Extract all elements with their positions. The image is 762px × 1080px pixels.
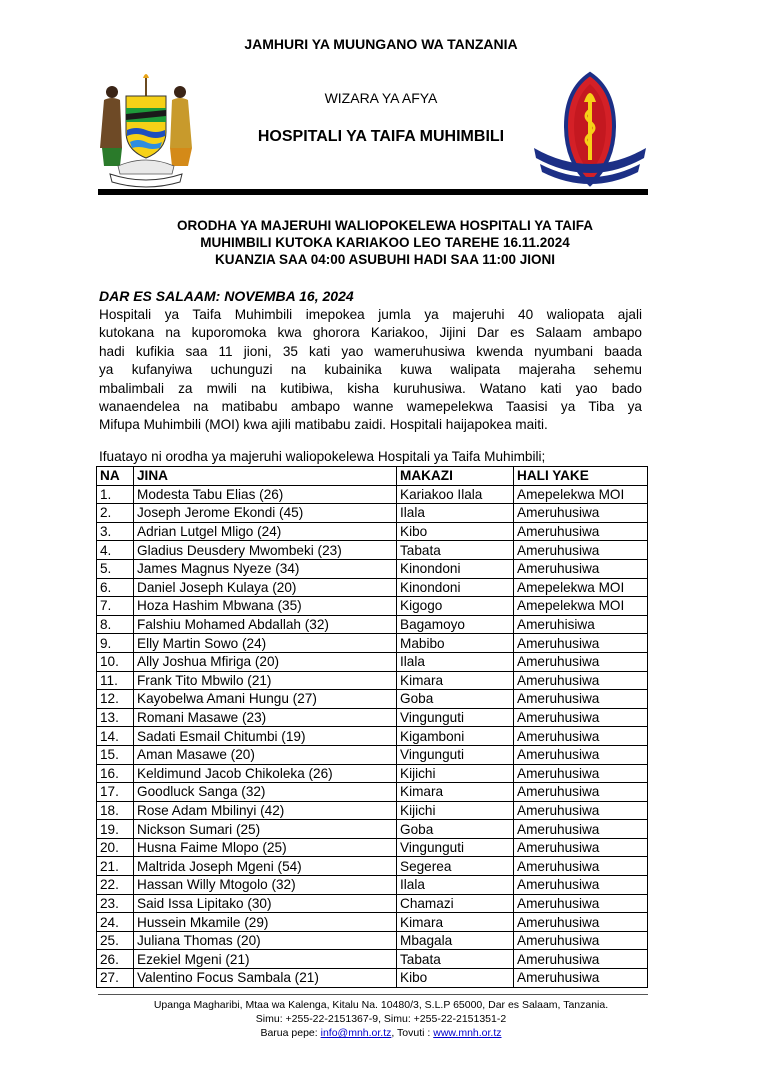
table-row bbox=[97, 857, 648, 876]
row-residence: Kijichi bbox=[397, 801, 514, 820]
row-name: Romani Masawe (23) bbox=[134, 708, 397, 727]
hospital-heading: HOSPITALI YA TAIFA MUHIMBILI bbox=[257, 128, 505, 145]
table-header-row bbox=[97, 467, 648, 486]
row-number: 25. bbox=[97, 931, 134, 950]
header-hali-yake: HALI YAKE bbox=[514, 467, 648, 486]
row-name: Rose Adam Mbilinyi (42) bbox=[134, 801, 397, 820]
table-row bbox=[97, 578, 648, 597]
row-number: 4. bbox=[97, 541, 134, 560]
row-status: Ameruhusiwa bbox=[514, 727, 648, 746]
row-status: Ameruhusiwa bbox=[514, 838, 648, 857]
row-status: Amepelekwa MOI bbox=[514, 485, 648, 504]
muhimbili-hospital-logo-icon bbox=[530, 70, 650, 195]
row-name: Falshiu Mohamed Abdallah (32) bbox=[134, 615, 397, 634]
row-status: Ameruhusiwa bbox=[514, 950, 648, 969]
casualties-table bbox=[96, 466, 648, 988]
row-residence: Kibo bbox=[397, 969, 514, 988]
row-name: Elly Martin Sowo (24) bbox=[134, 634, 397, 653]
table-row bbox=[97, 559, 648, 578]
row-residence: Vingunguti bbox=[397, 708, 514, 727]
header-na: NA bbox=[97, 467, 134, 486]
body-line: kutokana na kuporomoka kwa ghorora Kariakoo, Jijini Dar es Salaam ambapo bbox=[99, 325, 642, 341]
row-number: 10. bbox=[97, 652, 134, 671]
row-name: Sadati Esmail Chitumbi (19) bbox=[134, 727, 397, 746]
table-row bbox=[97, 708, 648, 727]
row-residence: Kinondoni bbox=[397, 559, 514, 578]
table-row bbox=[97, 764, 648, 783]
row-status: Ameruhusiwa bbox=[514, 690, 648, 709]
row-residence: Kijichi bbox=[397, 764, 514, 783]
table-row bbox=[97, 522, 648, 541]
row-status: Ameruhusiwa bbox=[514, 764, 648, 783]
row-status: Ameruhusiwa bbox=[514, 634, 648, 653]
row-residence: Segerea bbox=[397, 857, 514, 876]
row-name: James Magnus Nyeze (34) bbox=[134, 559, 397, 578]
row-number: 8. bbox=[97, 615, 134, 634]
body-line: Hospitali ya Taifa Muhimbili imepokea jumla ya majeruhi 40 waliopata ajali bbox=[99, 307, 642, 322]
table-row bbox=[97, 615, 648, 634]
row-number: 2. bbox=[97, 504, 134, 523]
table-row bbox=[97, 931, 648, 950]
row-number: 9. bbox=[97, 634, 134, 653]
row-status: Ameruhusiwa bbox=[514, 783, 648, 802]
row-number: 21. bbox=[97, 857, 134, 876]
row-status: Ameruhusiwa bbox=[514, 931, 648, 950]
footer-phones: Simu: +255-22-2151367-9, Simu: +255-22-2151351-2 bbox=[255, 1013, 507, 1025]
dateline: DAR ES SALAAM: NOVEMBA 16, 2024 bbox=[99, 288, 354, 304]
row-status: Ameruhusiwa bbox=[514, 820, 648, 839]
row-number: 20. bbox=[97, 838, 134, 857]
document-title bbox=[90, 217, 680, 268]
row-residence: Ilala bbox=[397, 504, 514, 523]
row-status: Ameruhusiwa bbox=[514, 708, 648, 727]
header-makazi: MAKAZI bbox=[397, 467, 514, 486]
row-name: Maltrida Joseph Mgeni (54) bbox=[134, 857, 397, 876]
row-name: Frank Tito Mbwilo (21) bbox=[134, 671, 397, 690]
body-line: mbalimbali za mwili na kutibiwa, kisha kuruhusiwa. Watano kati yao bado bbox=[99, 380, 642, 396]
table-row bbox=[97, 913, 648, 932]
row-residence: Tabata bbox=[397, 541, 514, 560]
row-number: 3. bbox=[97, 522, 134, 541]
row-residence: Kibo bbox=[397, 522, 514, 541]
row-name: Keldimund Jacob Chikoleka (26) bbox=[134, 764, 397, 783]
body-line: wanaendelea na matibabu ambapo wanne wamepelekwa Taasisi ya Tiba ya bbox=[99, 399, 642, 415]
row-status: Ameruhusiwa bbox=[514, 652, 648, 671]
row-status: Amepelekwa MOI bbox=[514, 597, 648, 616]
row-status: Ameruhusiwa bbox=[514, 559, 648, 578]
row-status: Ameruhusiwa bbox=[514, 894, 648, 913]
table-row bbox=[97, 541, 648, 560]
row-status: Amepelekwa MOI bbox=[514, 578, 648, 597]
body-line: hadi kufikia saa 11 jioni, 35 kati yao wameruhusiwa kwenda nyumbani baada bbox=[99, 343, 642, 359]
row-residence: Mbagala bbox=[397, 931, 514, 950]
body-line: ya kufanyiwa uchunguzi na kubainika kuwa walipata majeraha sehemu bbox=[99, 362, 642, 378]
row-status: Ameruhusiwa bbox=[514, 671, 648, 690]
row-name: Joseph Jerome Ekondi (45) bbox=[134, 504, 397, 523]
row-residence: Ilala bbox=[397, 876, 514, 895]
republic-heading: JAMHURI YA MUUNGANO WA TANZANIA bbox=[244, 36, 518, 52]
row-number: 15. bbox=[97, 745, 134, 764]
row-residence: Vingunguti bbox=[397, 838, 514, 857]
row-name: Aman Masawe (20) bbox=[134, 745, 397, 764]
row-number: 18. bbox=[97, 801, 134, 820]
header-divider bbox=[98, 189, 648, 195]
row-residence: Kinondoni bbox=[397, 578, 514, 597]
row-status: Ameruhusiwa bbox=[514, 876, 648, 895]
row-number: 6. bbox=[97, 578, 134, 597]
row-status: Ameruhusiwa bbox=[514, 913, 648, 932]
table-row bbox=[97, 969, 648, 988]
row-status: Ameruhusiwa bbox=[514, 504, 648, 523]
email-label: Barua pepe: bbox=[260, 1027, 318, 1039]
row-residence: Bagamoyo bbox=[397, 615, 514, 634]
website-link[interactable]: www.mnh.or.tz bbox=[433, 1027, 502, 1039]
row-status: Ameruhusiwa bbox=[514, 857, 648, 876]
row-number: 13. bbox=[97, 708, 134, 727]
table-row bbox=[97, 783, 648, 802]
title-line: ORODHA YA MAJERUHI WALIOPOKELEWA HOSPITALI YA TAIFA bbox=[176, 218, 594, 233]
table-row bbox=[97, 504, 648, 523]
row-number: 26. bbox=[97, 950, 134, 969]
list-intro: Ifuatayo ni orodha ya majeruhi waliopokelewa Hospitali ya Taifa Muhimbili; bbox=[99, 449, 546, 464]
ministry-heading: WIZARA YA AFYA bbox=[324, 90, 438, 106]
row-residence: Kigamboni bbox=[397, 727, 514, 746]
table-body bbox=[97, 485, 648, 987]
row-residence: Kariakoo Ilala bbox=[397, 485, 514, 504]
table-row bbox=[97, 876, 648, 895]
row-number: 24. bbox=[97, 913, 134, 932]
footer-contacts bbox=[0, 1026, 762, 1040]
table-row bbox=[97, 894, 648, 913]
row-status: Ameruhusiwa bbox=[514, 522, 648, 541]
table-row bbox=[97, 652, 648, 671]
row-residence: Goba bbox=[397, 820, 514, 839]
email-link[interactable]: info@mnh.or.tz bbox=[320, 1027, 392, 1039]
row-number: 16. bbox=[97, 764, 134, 783]
row-name: Said Issa Lipitako (30) bbox=[134, 894, 397, 913]
row-number: 12. bbox=[97, 690, 134, 709]
row-number: 22. bbox=[97, 876, 134, 895]
row-status: Ameruhisiwa bbox=[514, 615, 648, 634]
row-number: 11. bbox=[97, 671, 134, 690]
footer bbox=[0, 998, 762, 1040]
row-number: 5. bbox=[97, 559, 134, 578]
row-residence: Ilala bbox=[397, 652, 514, 671]
table-row bbox=[97, 950, 648, 969]
footer-divider bbox=[98, 994, 648, 995]
row-name: Hassan Willy Mtogolo (32) bbox=[134, 876, 397, 895]
row-residence: Kimara bbox=[397, 783, 514, 802]
table-row bbox=[97, 634, 648, 653]
row-status: Ameruhusiwa bbox=[514, 541, 648, 560]
website-separator: , Tovuti : bbox=[391, 1027, 431, 1039]
footer-address: Upanga Magharibi, Mtaa wa Kalenga, Kitalu Na. 10480/3, S.L.P 65000, Dar es Salaam, Tanzania. bbox=[153, 999, 609, 1011]
row-residence: Kimara bbox=[397, 913, 514, 932]
row-residence: Mabibo bbox=[397, 634, 514, 653]
row-residence: Vingunguti bbox=[397, 745, 514, 764]
header-jina: JINA bbox=[134, 467, 397, 486]
row-number: 17. bbox=[97, 783, 134, 802]
row-number: 14. bbox=[97, 727, 134, 746]
title-line: KUANZIA SAA 04:00 ASUBUHI HADI SAA 11:00 JIONI bbox=[214, 252, 556, 267]
body-paragraph bbox=[99, 306, 642, 435]
row-number: 27. bbox=[97, 969, 134, 988]
row-residence: Kimara bbox=[397, 671, 514, 690]
row-status: Ameruhusiwa bbox=[514, 745, 648, 764]
row-name: Valentino Focus Sambala (21) bbox=[134, 969, 397, 988]
table-row bbox=[97, 820, 648, 839]
row-name: Hoza Hashim Mbwana (35) bbox=[134, 597, 397, 616]
row-name: Juliana Thomas (20) bbox=[134, 931, 397, 950]
table-row bbox=[97, 690, 648, 709]
row-name: Ezekiel Mgeni (21) bbox=[134, 950, 397, 969]
row-name: Daniel Joseph Kulaya (20) bbox=[134, 578, 397, 597]
row-name: Nickson Sumari (25) bbox=[134, 820, 397, 839]
row-residence: Tabata bbox=[397, 950, 514, 969]
row-number: 1. bbox=[97, 485, 134, 504]
row-name: Gladius Deusdery Mwombeki (23) bbox=[134, 541, 397, 560]
row-name: Kayobelwa Amani Hungu (27) bbox=[134, 690, 397, 709]
row-name: Adrian Lutgel Mligo (24) bbox=[134, 522, 397, 541]
row-name: Goodluck Sanga (32) bbox=[134, 783, 397, 802]
table-row bbox=[97, 597, 648, 616]
row-name: Modesta Tabu Elias (26) bbox=[134, 485, 397, 504]
row-residence: Chamazi bbox=[397, 894, 514, 913]
row-name: Husna Faime Mlopo (25) bbox=[134, 838, 397, 857]
table-row bbox=[97, 727, 648, 746]
row-status: Ameruhusiwa bbox=[514, 801, 648, 820]
title-line: MUHIMBILI KUTOKA KARIAKOO LEO TAREHE 16.11.2024 bbox=[200, 235, 570, 250]
table-row bbox=[97, 801, 648, 820]
row-name: Ally Joshua Mfiriga (20) bbox=[134, 652, 397, 671]
row-residence: Kigogo bbox=[397, 597, 514, 616]
row-number: 19. bbox=[97, 820, 134, 839]
row-status: Ameruhusiwa bbox=[514, 969, 648, 988]
row-residence: Goba bbox=[397, 690, 514, 709]
row-number: 7. bbox=[97, 597, 134, 616]
table-row bbox=[97, 745, 648, 764]
row-number: 23. bbox=[97, 894, 134, 913]
row-name: Hussein Mkamile (29) bbox=[134, 913, 397, 932]
table-row bbox=[97, 671, 648, 690]
body-line: Mifupa Muhimbili (MOI) kwa ajili matibabu zaidi. Hospitali haijapokea maiti. bbox=[99, 417, 548, 433]
table-row bbox=[97, 485, 648, 504]
table-row bbox=[97, 838, 648, 857]
